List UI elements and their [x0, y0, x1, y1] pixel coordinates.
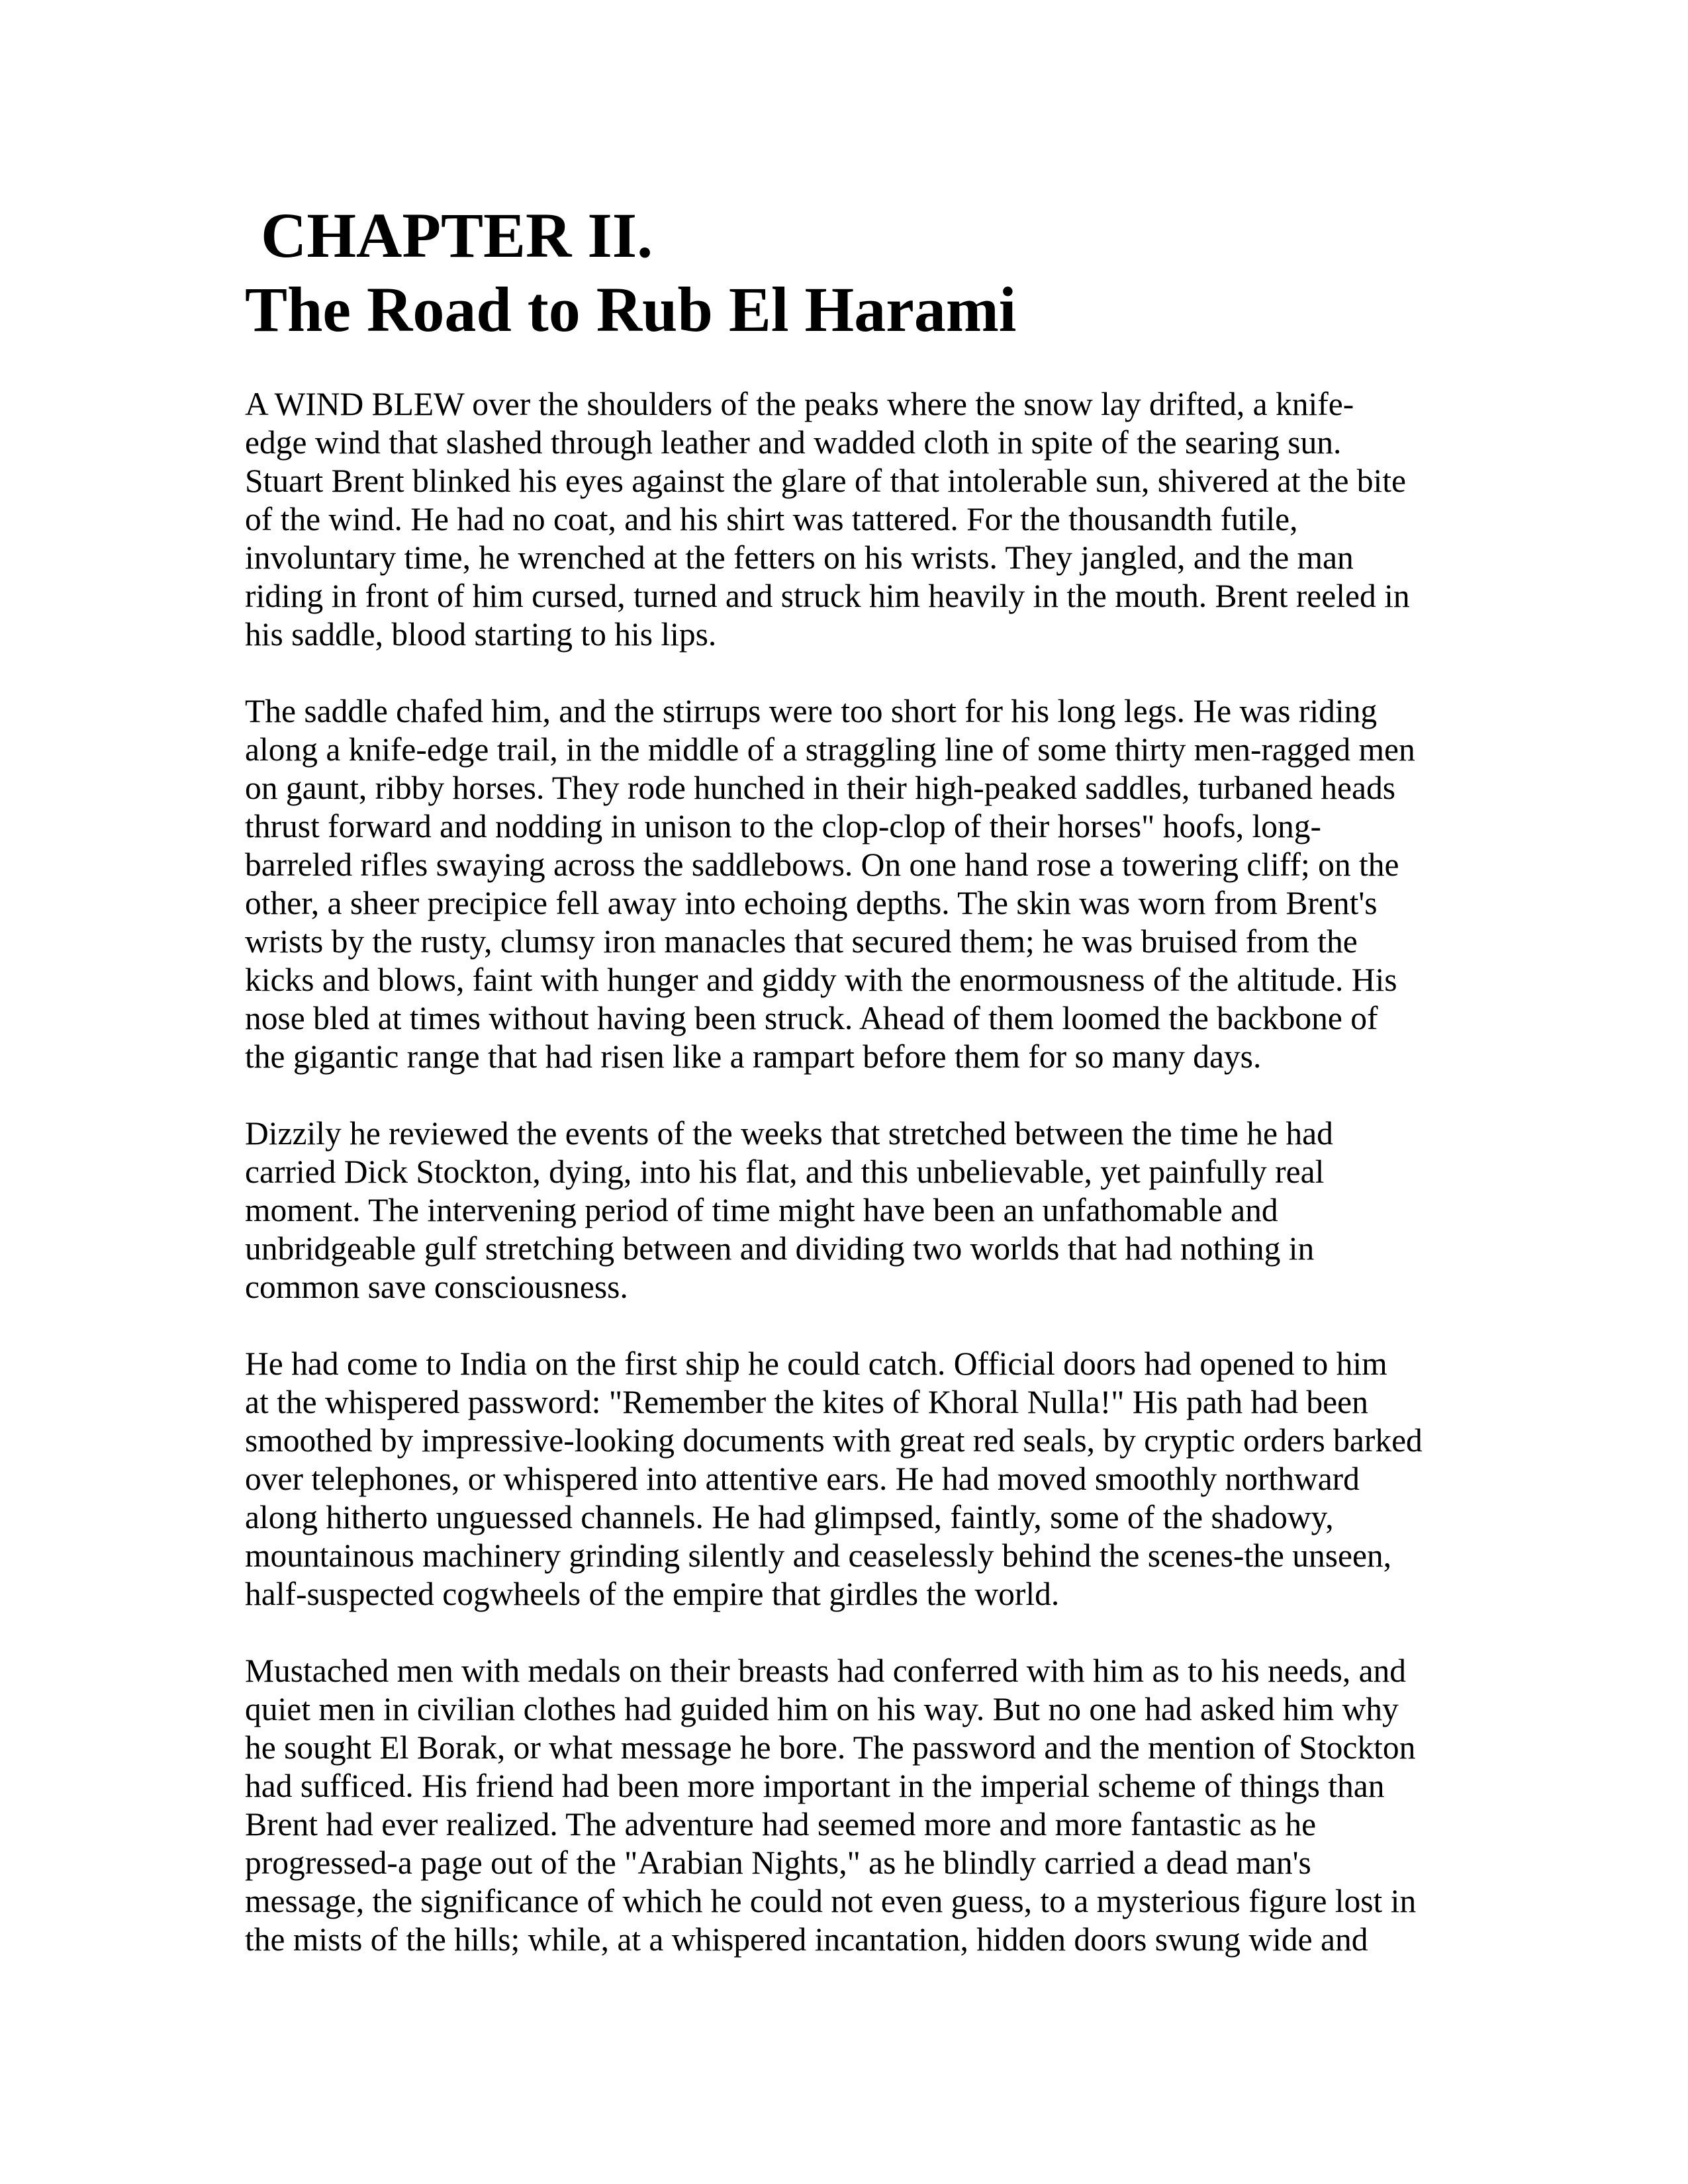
paragraph: The saddle chafed him, and the stirrups were too short for his long legs. He was riding along a knife-edge trail, in the middle of a straggling line of some thirty men-ragged men on gaunt, ribby horses. They rode hunched in their high-peaked saddles, turbaned heads thrust forward and nodding in unison to the clop-clop of their horses" hoofs, long- barreled rifles swaying across the saddlebows. On one hand rose a towering cliff; on the other, a sheer precipice fell away into echoing depths. The skin was worn from Brent's wrists by the rusty, clumsy iron manacles that secured them; he was bruised from the kicks and blows, faint with hunger and giddy with the enormousness of the altitude. His nose bled at times without having been struck. Ahead of them loomed the backbone of the gigantic range that had risen like a rampart before them for so many days.: [245, 693, 1415, 1075]
chapter-number: CHAPTER II.: [261, 200, 653, 271]
paragraph: Dizzily he reviewed the events of the weeks that stretched between the time he had carried Dick Stockton, dying, into his flat, and this unbelievable, yet painfully real moment. The intervening period of time might have been an unfathomable and unbridgeable gulf stretching between and dividing two worlds that had nothing in common save consciousness.: [245, 1115, 1333, 1305]
chapter-heading: [245, 199, 1503, 347]
paragraph: A WIND BLEW over the shoulders of the peaks where the snow lay drifted, a knife- edge wind that slashed through leather and wadded cloth in spite of the searing sun. Stuart Brent blinked his eyes against the glare of that intolerable sun, shivered at the bite of the wind. He had no coat, and his shirt was tattered. For the thousandth futile, involuntary time, he wrenched at the fetters on his wrists. They jangled, and the man riding in front of him cursed, turned and struck him heavily in the mouth. Brent reeled in his saddle, blood starting to his lips.: [245, 386, 1410, 653]
body-text: [245, 385, 1436, 1997]
paragraph: He had come to India on the first ship he could catch. Official doors had opened to him at the whispered password: "Remember the kites of Khoral Nulla!" His path had been smoothed by impressive-looking documents with great red seals, by cryptic orders barked over telephones, or whispered into attentive ears. He had moved smoothly northward along hitherto unguessed channels. He had glimpsed, faintly, some of the shadowy, mountainous machinery grinding silently and ceaselessly behind the scenes-the unseen, half-suspected cogwheels of the empire that girdles the world.: [245, 1345, 1423, 1612]
chapter-title: The Road to Rub El Harami: [245, 274, 1017, 345]
paragraph: Mustached men with medals on their breasts had conferred with him as to his needs, and quiet men in civilian clothes had guided him on his way. But no one had asked him why he sought El Borak, or what message he bore. The password and the mention of Stockton had sufficed. His friend had been more important in the imperial scheme of things than Brent had ever realized. The adventure had seemed more and more fantastic as he progressed-a page out of the "Arabian Nights," as he blindly carried a dead man's message, the significance of which he could not even guess, to a mysterious figure lost in the mists of the hills; while, at a whispered incantation, hidden doors swung wide and: [245, 1653, 1417, 1958]
